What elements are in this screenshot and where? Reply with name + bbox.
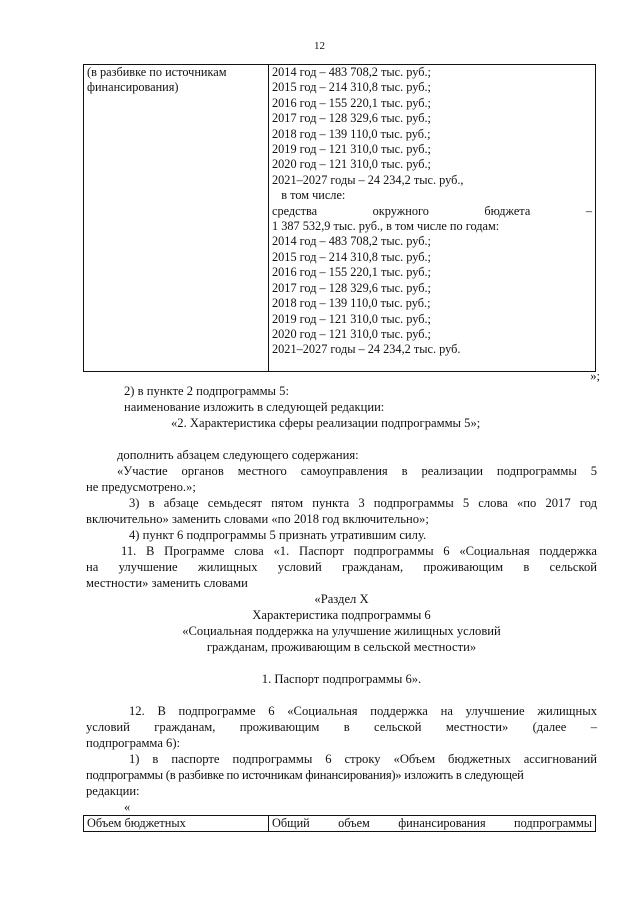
funding-line-justified: средства окружного бюджета – <box>272 203 592 218</box>
funding-line: 2021–2027 годы – 24 234,2 тыс. руб. <box>272 342 461 357</box>
paragraph-line: наименование изложить в следующей редакции: <box>124 400 385 414</box>
table-left-line: финансирования) <box>87 80 179 95</box>
table-right-cell: Общий объем финансирования подпрограммы <box>269 816 596 832</box>
closing-quote: »; <box>590 369 600 383</box>
paragraph-line: 2) в пункте 2 подпрограммы 5: <box>124 384 289 398</box>
funding-line: 2015 год – 214 310,8 тыс. руб.; <box>272 80 431 95</box>
funding-line: 2016 год – 155 220,1 тыс. руб.; <box>272 265 431 280</box>
paragraph-line: 3) в абзаце семьдесят пятом пункта 3 подпрограммы 5 слова «по 2017 год <box>129 496 597 510</box>
section-heading: Характеристика подпрограммы 6 <box>252 608 431 622</box>
table-left-cell <box>84 65 269 372</box>
paragraph-line: не предусмотрено.»; <box>86 480 196 494</box>
paragraph-line: «Участие органов местного самоуправления в реализации подпрограммы 5 <box>117 464 597 478</box>
paragraph-line: подпрограмма 6): <box>86 736 181 750</box>
budget-table <box>83 64 596 372</box>
table-left-line: (в разбивке по источникам <box>87 65 227 79</box>
page-number: 12 <box>314 40 325 52</box>
table-right-cell <box>269 65 596 372</box>
funding-line: в том числе: <box>272 188 346 203</box>
funding-line: 2018 год – 139 110,0 тыс. руб.; <box>272 126 431 141</box>
funding-line: 2014 год – 483 708,2 тыс. руб.; <box>272 65 431 79</box>
paragraph-line: на улучшение жилищных условий гражданам, проживающим в сельской <box>86 560 597 574</box>
paragraph-line: условий гражданам, проживающим в сельской местности» (далее – <box>86 720 597 734</box>
funding-line: 2015 год – 214 310,8 тыс. руб.; <box>272 249 431 264</box>
funding-line: 2016 год – 155 220,1 тыс. руб.; <box>272 95 431 110</box>
section-heading: «Социальная поддержка на улучшение жилищных условий <box>182 624 501 638</box>
paragraph-line: включительно» заменить словами «по 2018 год включительно»; <box>86 512 429 526</box>
paragraph-line: 1) в паспорте подпрограммы 6 строку «Объем бюджетных ассигнований <box>129 752 597 766</box>
budget-table-continued <box>83 815 596 832</box>
paragraph-line: дополнить абзацем следующего содержания: <box>117 448 359 462</box>
paragraph-line: подпрограммы (в разбивке по источникам финансирования)» изложить в следующей <box>86 768 524 782</box>
paragraph-line: 12. В подпрограмме 6 «Социальная поддержка на улучшение жилищных <box>129 704 597 718</box>
opening-quote: « <box>124 800 131 814</box>
paragraph-line: 4) пункт 6 подпрограммы 5 признать утратившим силу. <box>129 528 427 542</box>
paragraph-line: редакции: <box>86 784 140 798</box>
funding-line: 2017 год – 128 329,6 тыс. руб.; <box>272 280 431 295</box>
funding-line: 2021–2027 годы – 24 234,2 тыс. руб., <box>272 172 464 187</box>
funding-line: 2018 год – 139 110,0 тыс. руб.; <box>272 296 431 311</box>
funding-line: 2017 год – 128 329,6 тыс. руб.; <box>272 111 431 126</box>
table-left-cell: Объем бюджетных <box>84 816 269 832</box>
paragraph-line: местности» заменить словами <box>86 576 248 590</box>
funding-line: 1 387 532,9 тыс. руб., в том числе по годам: <box>272 219 500 234</box>
funding-line: 2019 год – 121 310,0 тыс. руб.; <box>272 311 431 326</box>
funding-line: 2020 год – 121 310,0 тыс. руб.; <box>272 157 431 172</box>
paragraph-line: 11. В Программе слова «1. Паспорт подпрограммы 6 «Социальная поддержка <box>121 544 597 558</box>
funding-line: 2019 год – 121 310,0 тыс. руб.; <box>272 142 431 157</box>
funding-line: 2020 год – 121 310,0 тыс. руб.; <box>272 326 431 341</box>
paragraph-line: «2. Характеристика сферы реализации подпрограммы 5»; <box>171 416 481 430</box>
section-heading: «Раздел X <box>314 592 369 606</box>
section-heading: 1. Паспорт подпрограммы 6». <box>261 672 422 686</box>
section-heading: гражданам, проживающим в сельской местности» <box>206 640 477 654</box>
funding-line: 2014 год – 483 708,2 тыс. руб.; <box>272 234 431 249</box>
